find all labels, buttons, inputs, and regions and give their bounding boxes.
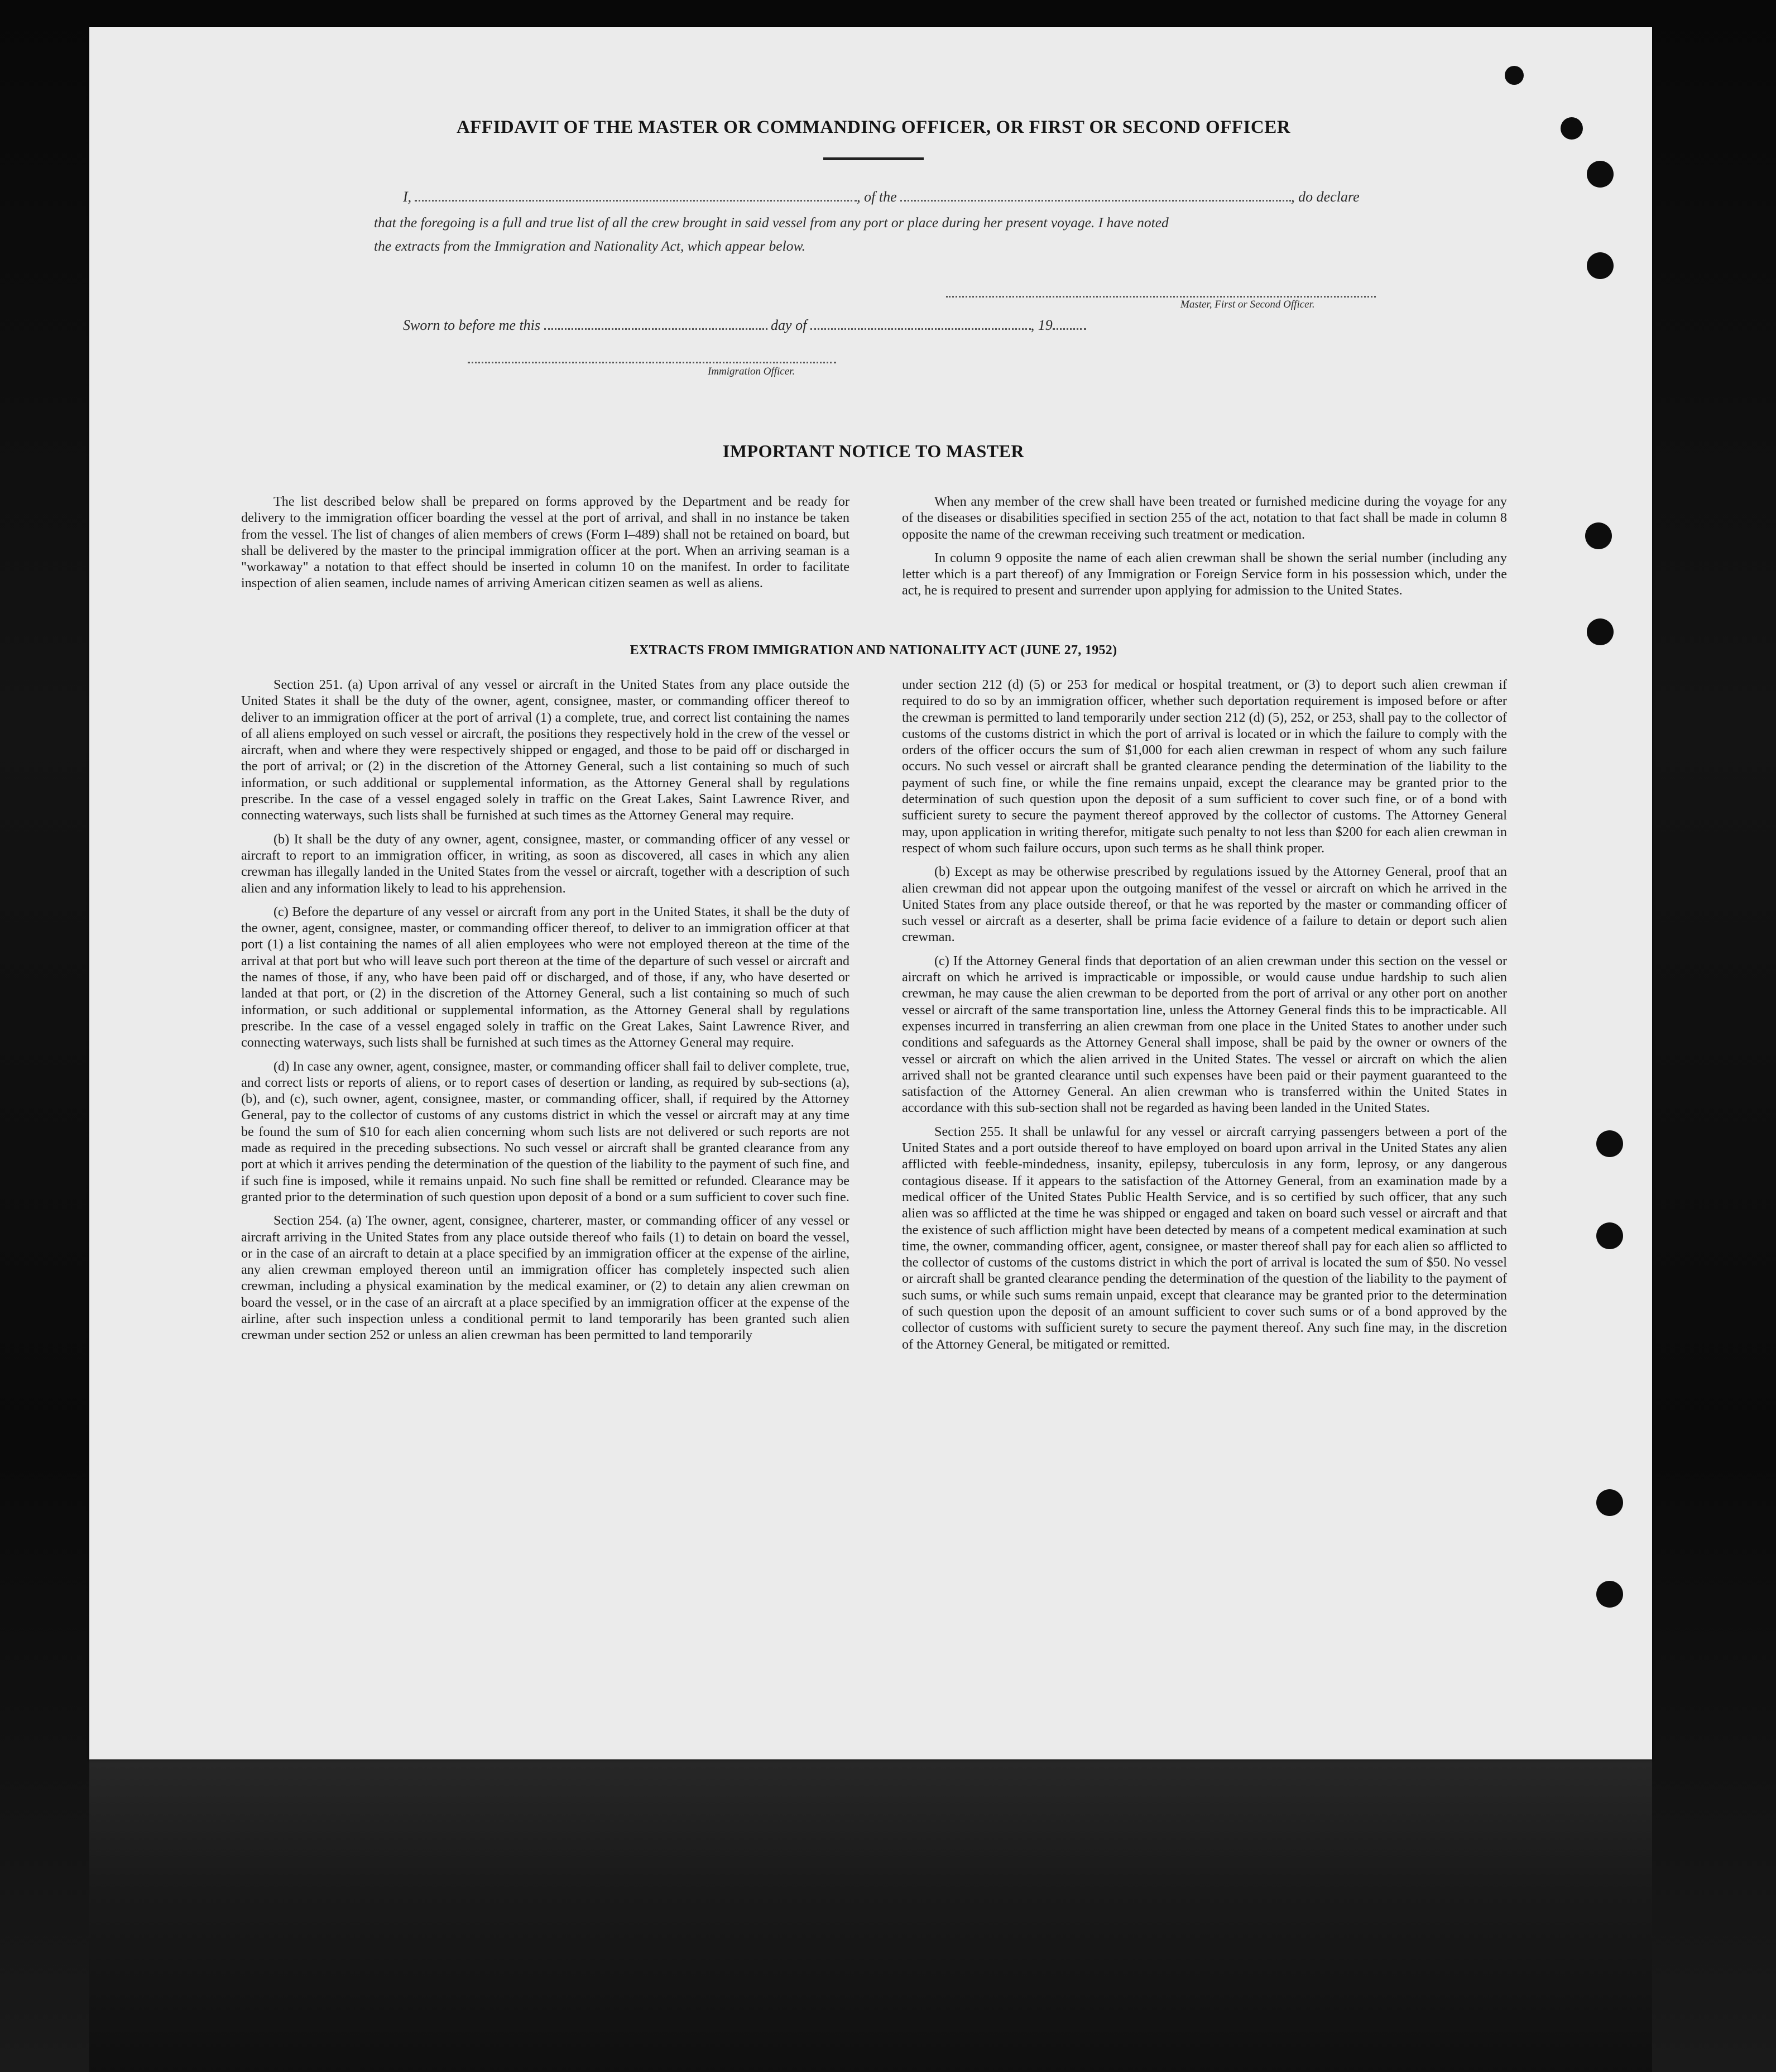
sworn-day-field[interactable] bbox=[544, 328, 767, 330]
notice-left-column bbox=[241, 493, 849, 592]
year-prefix: , 19 bbox=[1030, 317, 1053, 333]
section-255: Section 255. It shall be unlawful for any vessel or aircraft carrying passengers between a port of the United States and a port outside thereof to have employed on board upon arrival in the United States any alien afflicted with feeble-mindedness, insanity, epilepsy, tuberculosis in any form, leprosy, or any dangerous contagious disease. If it appears to the satisfaction of the Attorney General, from an examination made by a medical officer of the United States Public Health Service, and is so certified by such officer, that any such alien was so afflicted at the time he was shipped or engaged and taken on board such vessel or aircraft and that the existence of such affliction might have been detected by means of a competent medical examination at such time, the owner, commanding officer, agent, consignee, or master thereof shall pay for each alien so afflicted to the collector of customs of the customs district in which the port of arrival is located the sum of $50. No vessel or aircraft shall be granted clearance pending the determination of the question of the liability to the payment of such sums, or while such sums remain unpaid, except that clearance may be granted prior to the determination of such question upon the deposit of an amount sufficient to cover such sums or of a bond approved by the collector of customs with sufficient surety to secure the payment thereof. Any such fine may, in the discretion of the Attorney General, be mitigated or remitted. bbox=[902, 1124, 1507, 1352]
title-rule bbox=[823, 157, 924, 160]
master-signature-line[interactable] bbox=[946, 296, 1376, 298]
binder-hole bbox=[1587, 618, 1614, 645]
declaration-line bbox=[403, 189, 1360, 205]
binder-hole bbox=[1505, 66, 1524, 85]
officer-signature-line[interactable] bbox=[468, 362, 836, 363]
officer-caption: Immigration Officer. bbox=[708, 366, 795, 377]
extracts-left-column bbox=[241, 677, 849, 1344]
declaration-of-the: , of the bbox=[857, 189, 897, 205]
extracts-right-column bbox=[902, 677, 1507, 1352]
declaration-do-declare: , do declare bbox=[1291, 189, 1360, 205]
statement-line-1: that the foregoing is a full and true list of all the crew brought in said vessel from any port or place during her present voyage. I have noted bbox=[374, 214, 1169, 231]
notice-right-paragraph-1: When any member of the crew shall have been treated or furnished medicine during the voyage for any of the diseases or disabilities specified in section 255 of the act, notation to that fact shall be made in column 8 opposite the name of the crewman receiving such treatment or medication. bbox=[902, 494, 1507, 542]
section-254-a: Section 254. (a) The owner, agent, consignee, charterer, master, or commanding officer of any vessel or aircraft arriving in the United States from any place outside thereof who fails (1) to detain on board the vessel, or in the case of an aircraft to detain at a place specified by an immigration officer at the expense of the airline, any alien crewman employed thereon until an immigration officer has completely inspected such alien crewman, including a physical examination by the medical examiner, or (2) to detain any alien crewman on board the vessel, or in the case of an aircraft at a place specified by an immigration officer at the expense of the airline, after such inspection unless a conditional permit to land temporarily has been granted such alien crewman under section 252 or unless an alien crewman has been permitted to land temporarily bbox=[241, 1213, 849, 1343]
section-251-d: (d) In case any owner, agent, consignee, master, or commanding officer shall fail to deliver complete, true, and correct lists or reports of aliens, or to report cases of desertion or landing, as required by sub-sections (a), (b), and (c), such owner, agent, consignee, master, or commanding officer, shall, if required by the Attorney General, pay to the collector of customs of any customs district in which the vessel or aircraft may at any time be found the sum of $10 for each alien concerning whom such lists are not delivered or such reports are not made as required in the preceding subsections. No such vessel or aircraft shall be granted clearance from any port at which it arrives pending the determination of the question of the liability to the payment of such fine, and if such fine is imposed, while it remains unpaid. No such fine shall be remitted or refunded. Clearance may be granted prior to the determination of such question upon deposit of a bond or a sum sufficient to cover such fine. bbox=[241, 1058, 849, 1205]
binder-hole bbox=[1596, 1222, 1623, 1249]
binder-hole bbox=[1587, 161, 1614, 188]
sworn-year-field[interactable] bbox=[1053, 328, 1086, 330]
affidavit-title: AFFIDAVIT OF THE MASTER OR COMMANDING OFFICER, OR FIRST OR SECOND OFFICER bbox=[456, 117, 1291, 137]
notice-title: IMPORTANT NOTICE TO MASTER bbox=[722, 441, 1025, 461]
extracts-title: EXTRACTS FROM IMMIGRATION AND NATIONALITY ACT (JUNE 27, 1952) bbox=[630, 643, 1117, 658]
day-of-label: day of bbox=[771, 317, 807, 333]
section-251-a: Section 251. (a) Upon arrival of any vessel or aircraft in the United States from any place outside the United States it shall be the duty of the owner, agent, consignee, master, or commanding officer thereof to deliver to an immigration officer at the port of arrival (1) a complete, true, and correct list containing the names of all aliens employed on such vessel or aircraft, the positions they respectively hold in the crew of the vessel or aircraft, when and where they were respectively shipped or engaged, and those to be paid off or discharged in the port of arrival; or (2) in the discretion of the Attorney General, such a list containing so much of such information, or such additional or supplemental information, as the Attorney General shall by regulations prescribe. In the case of a vessel engaged solely in traffic on the Great Lakes, Saint Lawrence River, and connecting waterways, such lists shall be furnished at such times as the Attorney General may require. bbox=[241, 677, 849, 823]
binder-hole bbox=[1596, 1489, 1623, 1516]
section-254-b: (b) Except as may be otherwise prescribed by regulations issued by the Attorney General, proof that an alien crewman did not appear upon the outgoing manifest of the vessel or aircraft on which he arrived in the United States from any place outside thereof, or that he was reported by the master or commanding officer of such vessel or aircraft as a deserter, shall be prima facie evidence of a failure to detain or deport such alien crewman. bbox=[902, 864, 1507, 945]
section-254-c: (c) If the Attorney General finds that deportation of an alien crewman under this section on the vessel or aircraft on which he arrived is impracticable or impossible, or would cause undue hardship to such alien crewman, he may cause the alien crewman to be deported from the port of arrival or any other port on another vessel or aircraft of the same transportation line, unless the Attorney General finds this to be impracticable. All expenses incurred in transferring an alien crewman from one place in the United States to another under such conditions and safeguards as the Attorney General shall impose, shall be paid by the owner or owners of the vessel or aircraft on which the alien arrived in the United States. The vessel or aircraft on which the alien arrived shall not be granted clearance until such expenses have been paid or their payment guaranteed to the satisfaction of the Attorney General. An alien crewman who is transferred within the United States in accordance with this sub-section shall not be regarded as having been landed in the United States. bbox=[902, 953, 1507, 1116]
binder-hole bbox=[1587, 252, 1614, 279]
scan-lower-shadow bbox=[89, 1759, 1652, 2072]
section-254-a-continued: under section 212 (d) (5) or 253 for medical or hospital treatment, or (3) to deport such alien crewman if required to do so by an immigration officer, whether such deportation requirement is imposed before or after the crewman is permitted to land temporarily under section 212 (d) (5), 252, or 253, shall pay to the collector of customs of the customs district in which the port of arrival is located or in which the failure to comply with the orders of the officer occurs the sum of $1,000 for each alien crewman in respect of whom any such failure occurs. No such vessel or aircraft shall be granted clearance pending the determination of the liability to the payment of such fine, or while the fine remains unpaid, except the clearance may be granted prior to the determination of such question upon the deposit of a sum sufficient to cover such fine, or of a bond with sufficient surety to secure the payment thereof approved by the collector of customs. The Attorney General may, upon application in writing therefor, mitigate such penalty to not less than $200 for each alien crewman in respect of whom such failure occurs, upon such terms as he shall think proper. bbox=[902, 677, 1507, 856]
binder-hole bbox=[1596, 1130, 1623, 1157]
section-251-c: (c) Before the departure of any vessel or aircraft from any port in the United States, it shall be the duty of the owner, agent, consignee, master, or commanding officer thereof, to deliver to an immigration officer at that port (1) a list containing the names of all alien employees who were not employed thereon at the time of the arrival at that port but who will leave such port thereon at the time of the departure of such vessel or aircraft and the names of those, if any, who have been paid off or discharged, and of those, if any, who have deserted or landed at that port, or (2) in the discretion of the Attorney General, such a list containing so much of such information, or such additional or supplemental information, as the Attorney General shall by regulations prescribe. In the case of a vessel engaged solely in traffic on the Great Lakes, Saint Lawrence River, and connecting waterways, such lists shall be furnished at such times as the Attorney General may require. bbox=[241, 904, 849, 1051]
master-caption: Master, First or Second Officer. bbox=[1180, 299, 1315, 310]
vessel-field[interactable] bbox=[900, 199, 1291, 202]
name-field[interactable] bbox=[415, 199, 857, 202]
notice-right-column bbox=[902, 493, 1507, 599]
binder-hole bbox=[1596, 1581, 1623, 1608]
sworn-month-field[interactable] bbox=[810, 328, 1031, 330]
sworn-line bbox=[403, 317, 1086, 334]
section-251-b: (b) It shall be the duty of any owner, agent, consignee, master, or commanding officer of any vessel or aircraft to report to an immigration officer, in writing, as soon as discovered, all cases in which any alien crewman has illegally landed in the United States from the vessel or aircraft, together with a description of such alien and any information likely to lead to his apprehension. bbox=[241, 831, 849, 896]
sworn-label: Sworn to before me this bbox=[403, 317, 541, 333]
declaration-i: I, bbox=[403, 189, 412, 205]
statement-line-2: the extracts from the Immigration and Nationality Act, which appear below. bbox=[374, 238, 805, 254]
binder-hole bbox=[1585, 522, 1612, 549]
notice-left-paragraph: The list described below shall be prepared on forms approved by the Department and be ready for delivery to the immigration officer boarding the vessel at the port of arrival, and shall in no instance be taken from the vessel. The list of changes of alien members of crews (Form I–489) shall not be retained on board, but shall be delivered by the master to the principal immigration officer at the port. When an arriving seaman is a "workaway" a notation to that effect should be inserted in column 10 on the manifest. In order to facilitate inspection of alien seamen, include names of arriving American citizen seamen as well as aliens. bbox=[241, 494, 849, 591]
notice-right-paragraph-2: In column 9 opposite the name of each alien crewman shall be shown the serial number (including any letter which is a part thereof) of any Immigration or Foreign Service form in his possession which, under the act, he is required to present and surrender upon applying for admission to the United States. bbox=[902, 550, 1507, 598]
